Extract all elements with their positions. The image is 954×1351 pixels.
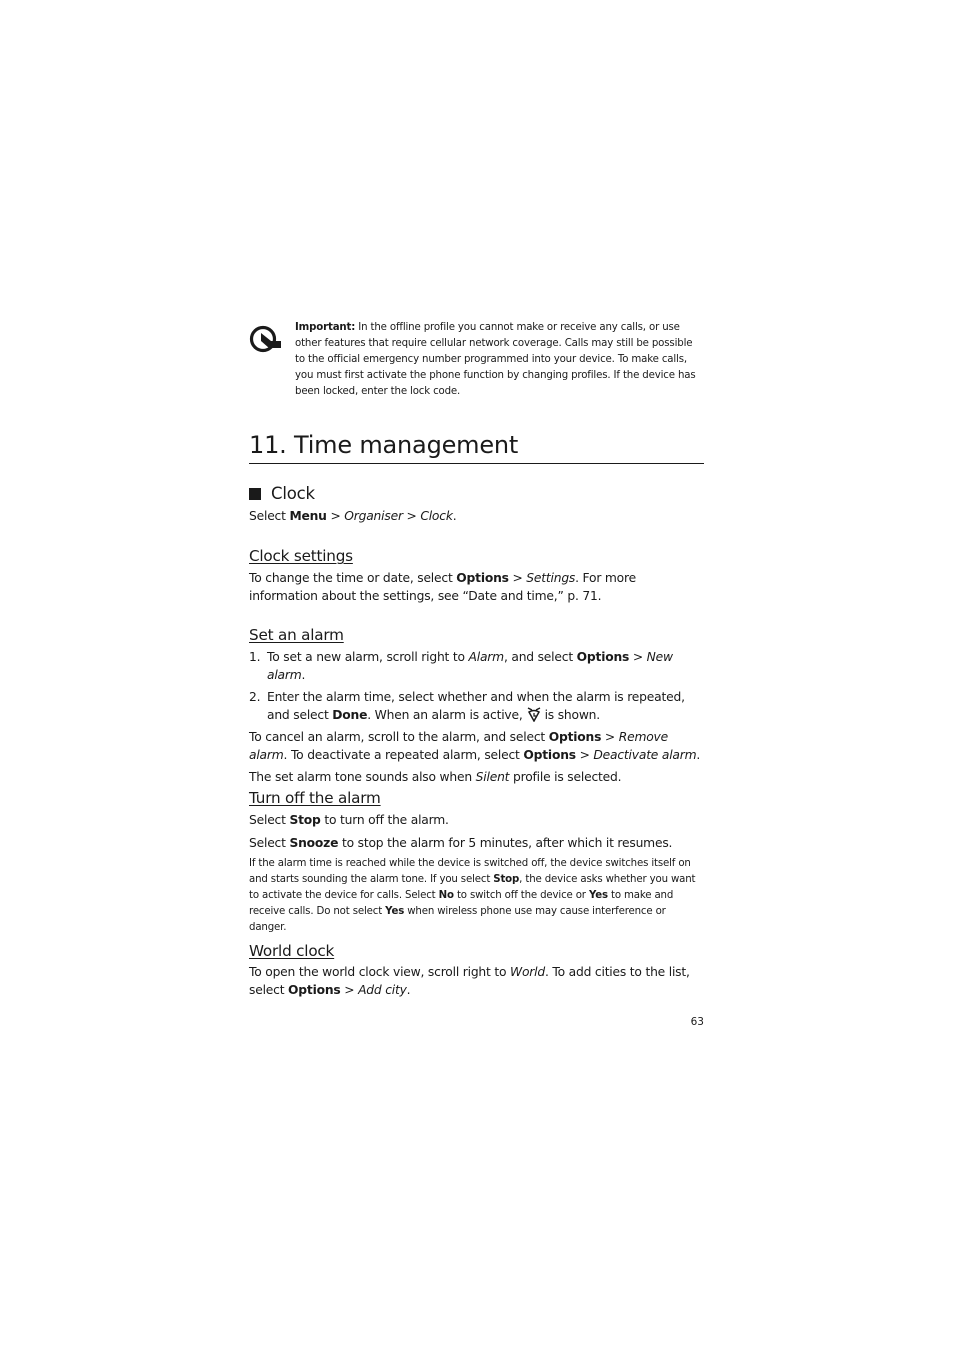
deactivate-alarm-label: Deactivate alarm	[593, 748, 697, 762]
yes-label: Yes	[588, 890, 608, 901]
separator: >	[601, 730, 619, 744]
text: to switch off the device or	[453, 890, 589, 901]
turn-off-alarm-section	[249, 788, 704, 936]
page-number: 63	[690, 1016, 704, 1028]
subsection-title-clock-settings: Clock settings	[249, 547, 353, 565]
new-alarm-label: New alarm	[267, 650, 673, 682]
stop-label: Stop	[289, 813, 321, 827]
text: .	[696, 748, 701, 762]
text: to turn off the alarm.	[320, 813, 449, 827]
text: If the alarm time is reached while the device is switched off, the device switches itself on and starts sounding the alarm tone. If you select	[249, 858, 691, 885]
text: Select	[249, 509, 290, 523]
text: Enter the alarm time, select whether and when the alarm is repeated, and select	[267, 690, 685, 722]
alarm-active-icon	[526, 706, 542, 722]
subsection-title-turn-off: Turn off the alarm	[249, 789, 381, 807]
options-label: Options	[523, 748, 576, 762]
yes-label: Yes	[385, 906, 405, 917]
list-number: 2.	[249, 690, 261, 704]
silent-label: Silent	[475, 770, 510, 784]
list-text	[267, 648, 704, 684]
text: Select	[249, 813, 290, 827]
clock-label: Clock	[420, 509, 453, 523]
clock-settings-section	[249, 546, 704, 605]
text: To open the world clock view, scroll right to	[249, 965, 511, 979]
set-alarm-section	[249, 625, 704, 786]
text: The set alarm tone sounds also when	[249, 770, 476, 784]
alarm-label: Alarm	[468, 650, 504, 664]
separator: >	[326, 509, 345, 523]
text: , the device asks whether you want to activate the device for calls. Select	[249, 874, 696, 901]
separator: >	[508, 571, 527, 585]
text: To cancel an alarm, scroll to the alarm, and select	[249, 730, 549, 744]
subsection-title-world-clock: World clock	[249, 942, 335, 960]
list-text	[267, 688, 704, 724]
text: to stop the alarm for 5 minutes, after which it resumes.	[338, 836, 673, 850]
world-clock-text	[249, 963, 704, 999]
cancel-alarm-text	[249, 728, 704, 764]
important-note	[249, 320, 704, 400]
silent-profile-text	[249, 768, 704, 786]
important-body: In the offline profile you cannot make or receive any calls, or use other features that require cellular network coverage. Calls may still be possible to the official emergency number programmed into your device. To make calls, you must first activate the phone function by changing profiles. If the device has been locked, enter the lock code.	[295, 322, 696, 397]
options-label: Options	[288, 983, 341, 997]
text: To set a new alarm, scroll right to	[267, 650, 469, 664]
important-note-text	[295, 320, 704, 400]
separator: >	[629, 650, 647, 664]
add-city-label: Add city	[358, 983, 407, 997]
separator: >	[575, 748, 594, 762]
text: , and select	[503, 650, 577, 664]
text: Select	[249, 836, 290, 850]
stop-label: Stop	[493, 874, 520, 885]
chapter-heading	[249, 428, 704, 464]
text: . For more information about the settings, see “Date and time,” p. 71.	[249, 571, 636, 603]
no-label: No	[438, 890, 454, 901]
section-title-clock	[249, 483, 704, 505]
options-label: Options	[456, 571, 509, 585]
section-title-clock-text: Clock	[271, 484, 315, 503]
done-label: Done	[332, 708, 368, 722]
snooze-label: Snooze	[289, 836, 339, 850]
text: . When an alarm is active,	[367, 708, 523, 722]
list-item	[249, 688, 704, 724]
menu-label: Menu	[289, 509, 327, 523]
subsection-title-set-alarm: Set an alarm	[249, 626, 344, 644]
section-square-icon	[249, 488, 261, 500]
world-clock-section	[249, 941, 704, 999]
text: profile is selected.	[509, 770, 622, 784]
snooze-text	[249, 834, 704, 852]
options-label: Options	[548, 730, 602, 744]
clock-settings-text	[249, 569, 704, 605]
important-label: Important:	[295, 322, 356, 333]
text: . To deactivate a repeated alarm, select	[283, 748, 524, 762]
options-label: Options	[576, 650, 630, 664]
clock-section	[249, 483, 704, 525]
separator: >	[402, 509, 421, 523]
text: . To add cities to the list, select	[249, 965, 690, 997]
text: when wireless phone use may cause interference or danger.	[249, 906, 666, 933]
list-item	[249, 648, 704, 684]
remove-alarm-label: Remove alarm	[249, 730, 669, 762]
text: .	[452, 509, 457, 523]
list-number: 1.	[249, 650, 261, 664]
important-icon	[249, 324, 285, 354]
text: is shown.	[544, 708, 600, 722]
switched-off-note	[249, 856, 704, 936]
text: to make and receive calls. Do not select	[249, 890, 674, 917]
text: .	[406, 983, 411, 997]
organiser-label: Organiser	[344, 509, 403, 523]
text: To change the time or date, select	[249, 571, 457, 585]
settings-label: Settings	[526, 571, 576, 585]
chapter-title: 11. Time management	[249, 431, 519, 459]
text: .	[301, 668, 306, 682]
separator: >	[340, 983, 359, 997]
stop-text	[249, 811, 704, 829]
world-label: World	[510, 965, 545, 979]
clock-path	[249, 507, 704, 525]
